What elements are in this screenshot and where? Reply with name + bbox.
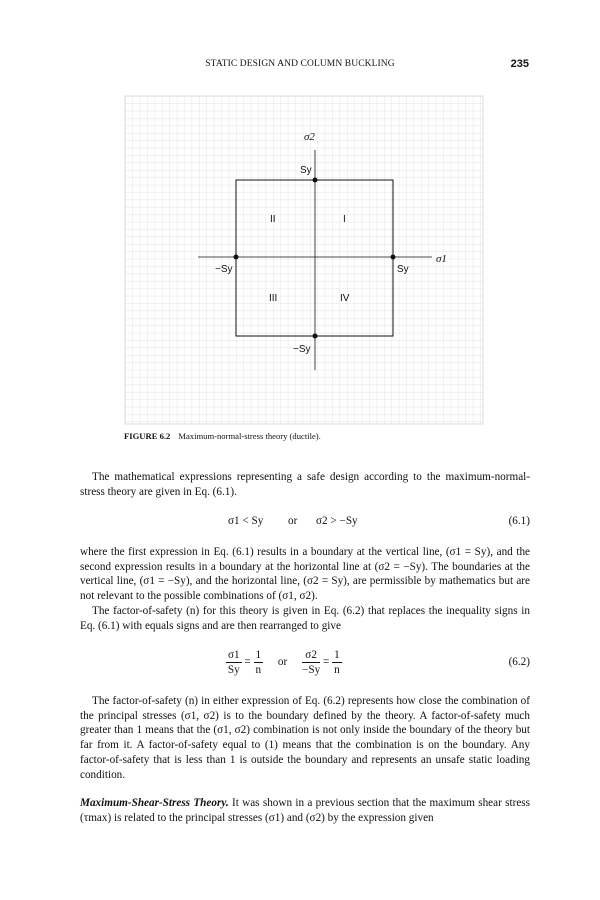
eq2-frac4-num: 1 xyxy=(334,649,340,661)
eq2-frac2-num: 1 xyxy=(255,649,262,661)
quadrant-iii-label: III xyxy=(269,293,278,304)
quadrant-ii-label: II xyxy=(270,214,276,225)
paragraph-2: where the first expression in Eq. (6.1) results in a boundary at the vertical line, (σ1 = Sy), and the second expression results in a boundary at the horizontal line at (σ2 = −Sy). The boundaries at the vertical line, (σ1 = −Sy), and the horizontal line, (σ2 = Sy), are permissible by mathematics but are not relevant to the possible combinations of (σ1, σ2). xyxy=(80,546,530,603)
paragraph-5-text: It was shown in a previous section that the maximum shear stress (τmax) is related to the principal stresses (σ1) and (σ2) by the expression given xyxy=(80,797,531,824)
graph-paper-grid xyxy=(125,96,483,424)
point-sy-top xyxy=(313,178,318,183)
neg-sy-bottom-label: −Sy xyxy=(293,344,311,355)
eq2-frac2-den: n xyxy=(255,664,262,676)
sigma2-label: σ2 xyxy=(304,131,315,143)
eq2-frac3-den: −Sy xyxy=(302,664,321,676)
paragraph-5 xyxy=(80,796,530,825)
running-header: STATIC DESIGN AND COLUMN BUCKLING xyxy=(205,59,395,69)
point-sy-right xyxy=(391,255,396,260)
eq2-equals-2: = xyxy=(322,656,330,669)
eq1-or: or xyxy=(288,515,298,527)
eq1-right: σ2 > −Sy xyxy=(316,515,358,527)
sigma1-label: σ1 xyxy=(436,253,447,265)
paragraph-1: The mathematical expressions representing a safe design according to the maximum-normal-stress theory are given in Eq. (6.1). xyxy=(80,471,530,498)
paragraph-3: The factor-of-safety (n) for this theory is given in Eq. (6.2) that replaces the inequality signs in Eq. (6.1) with equals signs and are then rearranged to give xyxy=(80,605,530,632)
eq2-number: (6.2) xyxy=(508,656,530,668)
eq2-frac1-den: Sy xyxy=(227,664,240,676)
eq2-frac3-num: σ2 xyxy=(302,648,320,663)
sy-right-label: Sy xyxy=(397,264,409,275)
page-number: 235 xyxy=(510,58,529,70)
sy-top-label: Sy xyxy=(300,165,312,176)
section-heading-max-shear: Maximum-Shear-Stress Theory. xyxy=(80,797,229,809)
paragraph-4: The factor-of-safety (n) in either expression of Eq. (6.2) represents how close the combination of the principal stresses (σ1, σ2) is to the boundary defined by the theory. A factor-of-safety much greater than 1 means that the (σ1, σ2) combination is not only inside the boundary of the theory but far from it. A factor-of-safety equal to (1) means that the combination is on the boundary. Any factor-of-safety that is less than 1 is outside the boundary and represents an unsafe static loading condition. xyxy=(80,695,530,781)
eq1-left: σ1 < Sy xyxy=(228,515,264,527)
eq2-or: or xyxy=(277,656,288,669)
figure-caption-text: Maximum-normal-stress theory (ductile). xyxy=(178,431,321,441)
quadrant-i-label: I xyxy=(343,214,346,225)
point-neg-sy-bottom xyxy=(313,334,318,339)
eq1-number: (6.1) xyxy=(508,515,530,527)
figure-caption-label: FIGURE 6.2 xyxy=(124,431,171,441)
eq2-frac4-den: n xyxy=(334,664,340,676)
eq2-equals-1: = xyxy=(244,656,251,669)
eq2-frac1-num: σ1 xyxy=(228,649,240,661)
equation-6-2 xyxy=(80,648,530,680)
figure-caption xyxy=(124,431,321,441)
point-neg-sy-left xyxy=(234,255,239,260)
quadrant-iv-label: IV xyxy=(340,293,350,304)
neg-sy-left-label: −Sy xyxy=(215,264,233,275)
